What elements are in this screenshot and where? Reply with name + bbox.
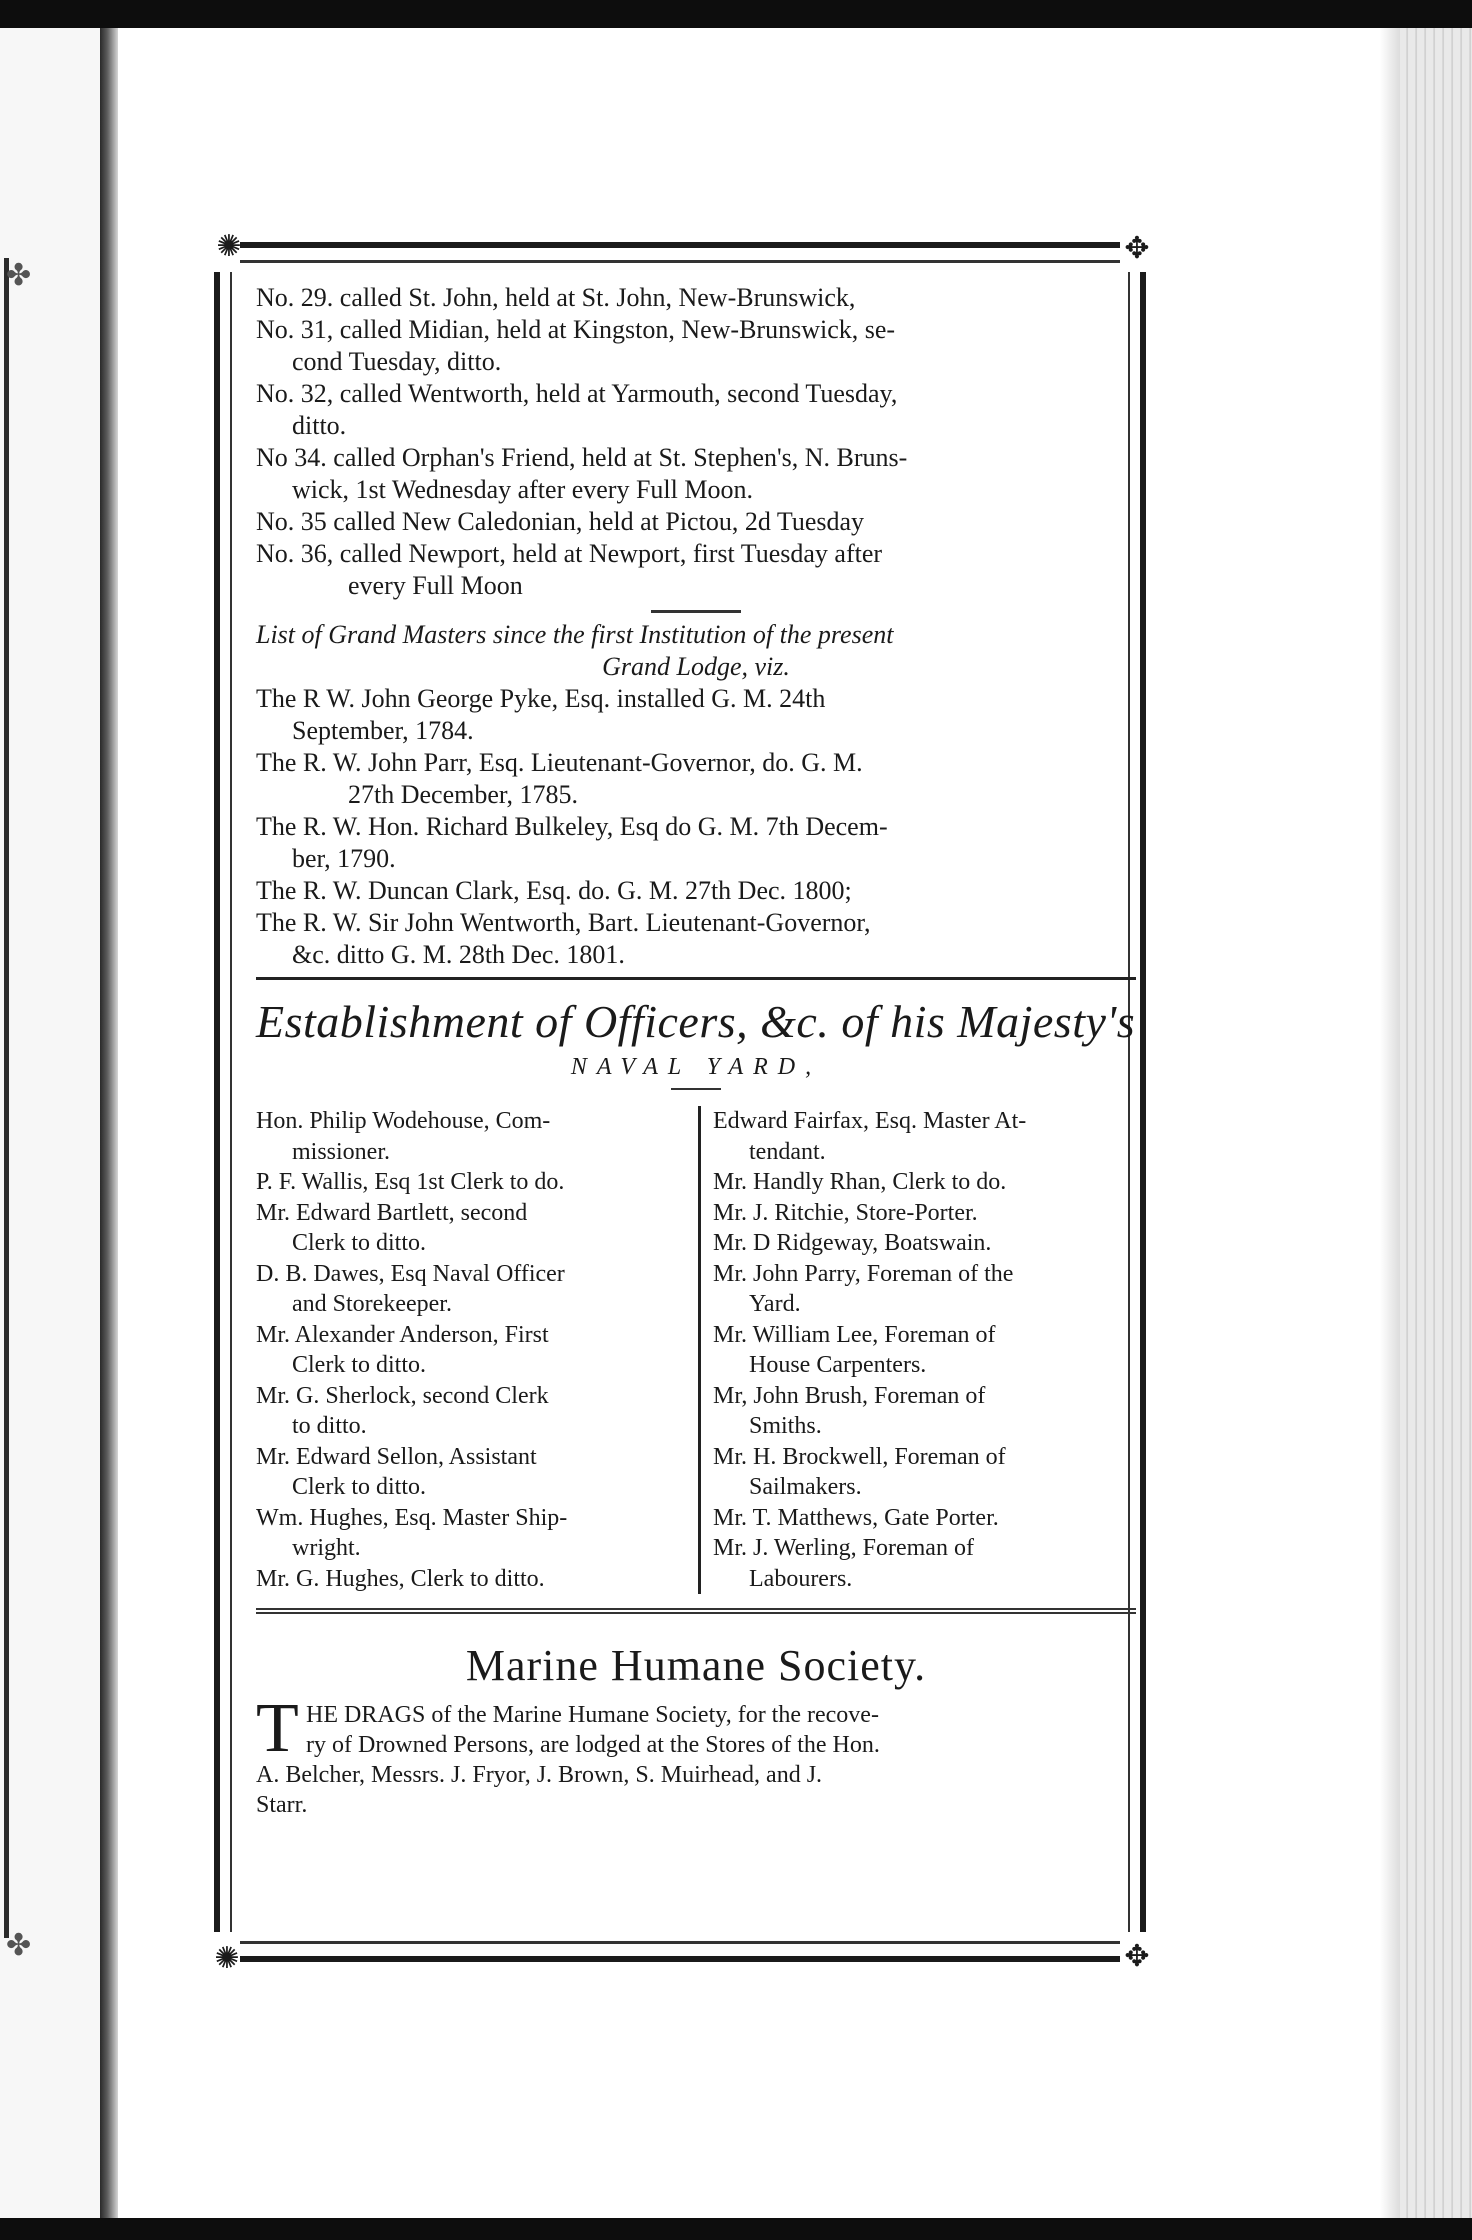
marine-line: HE DRAGS of the Marine Humane Society, for the recove- [306, 1702, 879, 1728]
officer-line: D. B. Dawes, Esq Naval Officer [256, 1260, 565, 1287]
grand-master-entry: The R. W. Sir John Wentworth, Bart. Lieutenant-Governor, [256, 908, 871, 937]
officer-line: Mr. J. Ritchie, Store-Porter. [713, 1199, 978, 1226]
marine-line: ry of Drowned Persons, are lodged at the Stores of the Hon. [306, 1732, 880, 1758]
frame-border-top [240, 242, 1120, 263]
officer-line: Clerk to ditto. [292, 1230, 426, 1256]
establishment-section [256, 994, 1136, 1594]
officer-line: Mr. Edward Sellon, Assistant [256, 1443, 537, 1470]
grand-master-entry-cont: ber, 1790. [292, 844, 396, 873]
frame-border-left [214, 272, 232, 1932]
officer-line: Wm. Hughes, Esq. Master Ship- [256, 1504, 568, 1531]
grand-masters-heading: Grand Lodge, viz. [602, 652, 790, 681]
officer-line: to ditto. [292, 1413, 367, 1439]
lodge-entry: No. 29. called St. John, held at St. John, New-Brunswick, [256, 283, 856, 312]
grand-master-entry-cont: September, 1784. [292, 716, 474, 745]
officer-line: Clerk to ditto. [292, 1352, 426, 1378]
facing-page-ornament: ✤ [6, 259, 32, 292]
marine-paragraph [256, 1690, 1136, 1820]
officers-column-right [701, 1106, 1133, 1594]
officer-line: Mr. Handly Rhan, Clerk to do. [713, 1169, 1007, 1195]
officer-line: Mr. J. Werling, Foreman of [713, 1535, 974, 1561]
officer-line: missioner. [292, 1138, 391, 1165]
grand-masters-section [256, 619, 1136, 971]
officer-line: Hon. Philip Wodehouse, Com- [256, 1108, 551, 1134]
page-edges [1400, 28, 1472, 2218]
grand-master-entry-cont: 27th December, 1785. [348, 780, 579, 809]
officer-line: Mr. T. Matthews, Gate Porter. [713, 1504, 999, 1531]
officer-line: tendant. [749, 1138, 826, 1165]
officers-column-left [256, 1106, 701, 1594]
officer-line: Mr. G. Sherlock, second Clerk [256, 1382, 549, 1409]
grand-master-entry-cont: &c. ditto G. M. 28th Dec. 1801. [292, 940, 625, 969]
page-shadow [1380, 28, 1400, 2218]
officer-line: P. F. Wallis, Esq 1st Clerk to do. [256, 1169, 565, 1195]
officer-line: Sailmakers. [749, 1474, 862, 1500]
officer-line: Mr. D Ridgeway, Boatswain. [713, 1230, 992, 1256]
officer-line: Yard. [749, 1291, 801, 1317]
officer-line: Mr. G. Hughes, Clerk to ditto. [256, 1565, 545, 1592]
lodge-entry: No. 31, called Midian, held at Kingston, New-Brunswick, se- [256, 315, 896, 344]
lodge-entry: No. 35 called New Caledonian, held at Pictou, 2d Tuesday [256, 507, 865, 536]
corner-ornament-icon: ✺ [216, 230, 242, 263]
drop-cap: T [256, 1690, 299, 1767]
lodge-entry-cont: cond Tuesday, ditto. [292, 347, 502, 376]
establishment-subtitle: NAVAL YARD, [570, 1054, 822, 1080]
lodge-entry-cont: ditto. [292, 411, 347, 440]
section-divider [256, 1608, 1136, 1614]
scan-top-edge [0, 0, 1472, 28]
section-divider [256, 977, 1136, 980]
lodge-entry: No. 32, called Wentworth, held at Yarmouth, second Tuesday, [256, 379, 898, 408]
corner-ornament-icon: ✥ [1124, 1940, 1150, 1973]
officer-line: Mr. Edward Bartlett, second [256, 1199, 528, 1226]
establishment-title: Establishment of Officers, &c. of his Majesty's [256, 996, 1136, 1047]
section-divider [651, 610, 741, 613]
officer-line: Edward Fairfax, Esq. Master At- [713, 1108, 1027, 1134]
grand-master-entry: The R. W. John Parr, Esq. Lieutenant-Governor, do. G. M. [256, 748, 863, 777]
facing-page-ornament: ✤ [6, 1929, 32, 1962]
officer-line: and Storekeeper. [292, 1291, 452, 1317]
facing-page [0, 28, 114, 2218]
book-gutter [100, 28, 118, 2218]
officer-line: Mr. John Parry, Foreman of the [713, 1260, 1014, 1287]
corner-ornament-icon: ✥ [1124, 232, 1150, 265]
lodge-list [256, 282, 1136, 602]
officer-line: Mr. William Lee, Foreman of [713, 1321, 996, 1348]
marine-humane-section [256, 1640, 1136, 1820]
ornamental-frame [210, 230, 1150, 1975]
officer-line: Clerk to ditto. [292, 1474, 426, 1500]
frame-border-bottom [240, 1941, 1120, 1962]
lodge-entry-cont: wick, 1st Wednesday after every Full Moon. [292, 475, 753, 504]
officer-line: Smiths. [749, 1413, 822, 1439]
officer-line: wright. [292, 1535, 361, 1561]
page-content [256, 282, 1136, 1820]
grand-master-entry: The R W. John George Pyke, Esq. installed G. M. 24th [256, 684, 826, 713]
officer-line: Mr. Alexander Anderson, First [256, 1321, 549, 1348]
officers-columns [256, 1106, 1136, 1594]
lodge-entry: No 34. called Orphan's Friend, held at St. Stephen's, N. Bruns- [256, 443, 908, 472]
section-divider [671, 1088, 721, 1090]
facing-page-rule [4, 258, 23, 1938]
corner-ornament-icon: ✺ [214, 1942, 240, 1975]
officer-line: Labourers. [749, 1565, 853, 1592]
scan-bottom-edge [0, 2218, 1472, 2240]
officer-line: Mr. H. Brockwell, Foreman of [713, 1443, 1006, 1470]
grand-master-entry: The R. W. Hon. Richard Bulkeley, Esq do G. M. 7th Decem- [256, 812, 888, 841]
marine-line: Starr. [256, 1792, 308, 1818]
lodge-entry: No. 36, called Newport, held at Newport, first Tuesday after [256, 539, 883, 568]
grand-masters-heading: List of Grand Masters since the first Institution of the present [256, 620, 894, 649]
marine-line: A. Belcher, Messrs. J. Fryor, J. Brown, S. Muirhead, and J. [256, 1762, 823, 1788]
grand-master-entry: The R. W. Duncan Clark, Esq. do. G. M. 27th Dec. 1800; [256, 876, 852, 905]
officer-line: House Carpenters. [749, 1352, 927, 1378]
marine-title: Marine Humane Society. [465, 1641, 927, 1690]
lodge-entry-cont: every Full Moon [348, 571, 523, 600]
officer-line: Mr, John Brush, Foreman of [713, 1382, 986, 1409]
